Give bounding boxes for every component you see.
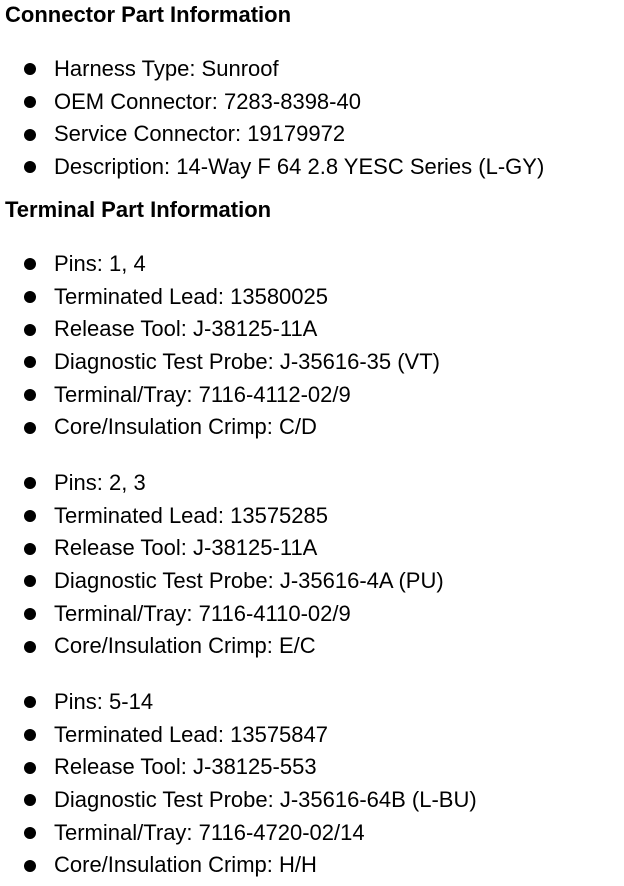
list-item-text: Diagnostic Test Probe: J-35616-4A (PU) xyxy=(54,568,444,594)
list-item-text: Core/Insulation Crimp: C/D xyxy=(54,414,317,440)
list-item-text: Release Tool: J-38125-11A xyxy=(54,316,318,342)
list-item-text: Release Tool: J-38125-11A xyxy=(54,535,318,561)
list-item-text: Terminal/Tray: 7116-4112-02/9 xyxy=(54,381,351,407)
list-item-text: Core/Insulation Crimp: E/C xyxy=(54,633,316,659)
bullet-icon xyxy=(24,129,36,141)
list-item-text: Terminal/Tray: 7116-4110-02/9 xyxy=(54,600,351,626)
bullet-icon xyxy=(24,258,36,270)
bullet-icon xyxy=(24,161,36,173)
list-item-text: Core/Insulation Crimp: H/H xyxy=(54,852,317,878)
list-item-text: OEM Connector: 7283-8398-40 xyxy=(54,88,361,114)
list-item-text: Terminated Lead: 13575847 xyxy=(54,721,328,747)
list-item-text: Diagnostic Test Probe: J-35616-35 (VT) xyxy=(54,349,440,375)
connector-part-information-heading: Connector Part Information xyxy=(5,2,292,27)
bullet-icon xyxy=(24,641,36,653)
bullet-icon xyxy=(24,729,36,741)
bullet-icon xyxy=(24,356,36,368)
bullet-icon xyxy=(24,291,36,303)
list-item-text: Pins: 1, 4 xyxy=(54,251,146,276)
bullet-icon xyxy=(24,794,36,806)
bullet-icon xyxy=(24,860,36,872)
bullet-icon xyxy=(24,422,36,434)
list-item-text: Diagnostic Test Probe: J-35616-64B (L-BU) xyxy=(54,787,477,813)
list-item-text: Terminated Lead: 13575285 xyxy=(54,502,328,528)
list-item-text: Pins: 5-14 xyxy=(54,689,154,714)
bullet-icon xyxy=(24,827,36,839)
list-item-text: Terminal/Tray: 7116-4720-02/14 xyxy=(54,819,365,845)
list-item-text: Pins: 2, 3 xyxy=(54,470,146,495)
bullet-icon xyxy=(24,575,36,587)
bullet-icon xyxy=(24,543,36,555)
bullet-icon xyxy=(24,510,36,522)
bullet-icon xyxy=(24,389,36,401)
bullet-icon xyxy=(24,63,36,75)
bullet-icon xyxy=(24,608,36,620)
bullet-icon xyxy=(24,477,36,489)
list-item-text: Service Connector: 19179972 xyxy=(54,121,346,147)
list-item-text: Description: 14-Way F 64 2.8 YESC Series (L-GY) xyxy=(54,154,545,180)
bullet-icon xyxy=(24,762,36,774)
list-item-text: Terminated Lead: 13580025 xyxy=(54,283,328,309)
list-item-text: Release Tool: J-38125-553 xyxy=(54,754,317,780)
bullet-icon xyxy=(24,96,36,108)
bullet-icon xyxy=(24,696,36,708)
terminal-part-information-heading: Terminal Part Information xyxy=(5,197,272,222)
list-item-text: Harness Type: Sunroof xyxy=(54,56,279,81)
bullet-icon xyxy=(24,324,36,336)
